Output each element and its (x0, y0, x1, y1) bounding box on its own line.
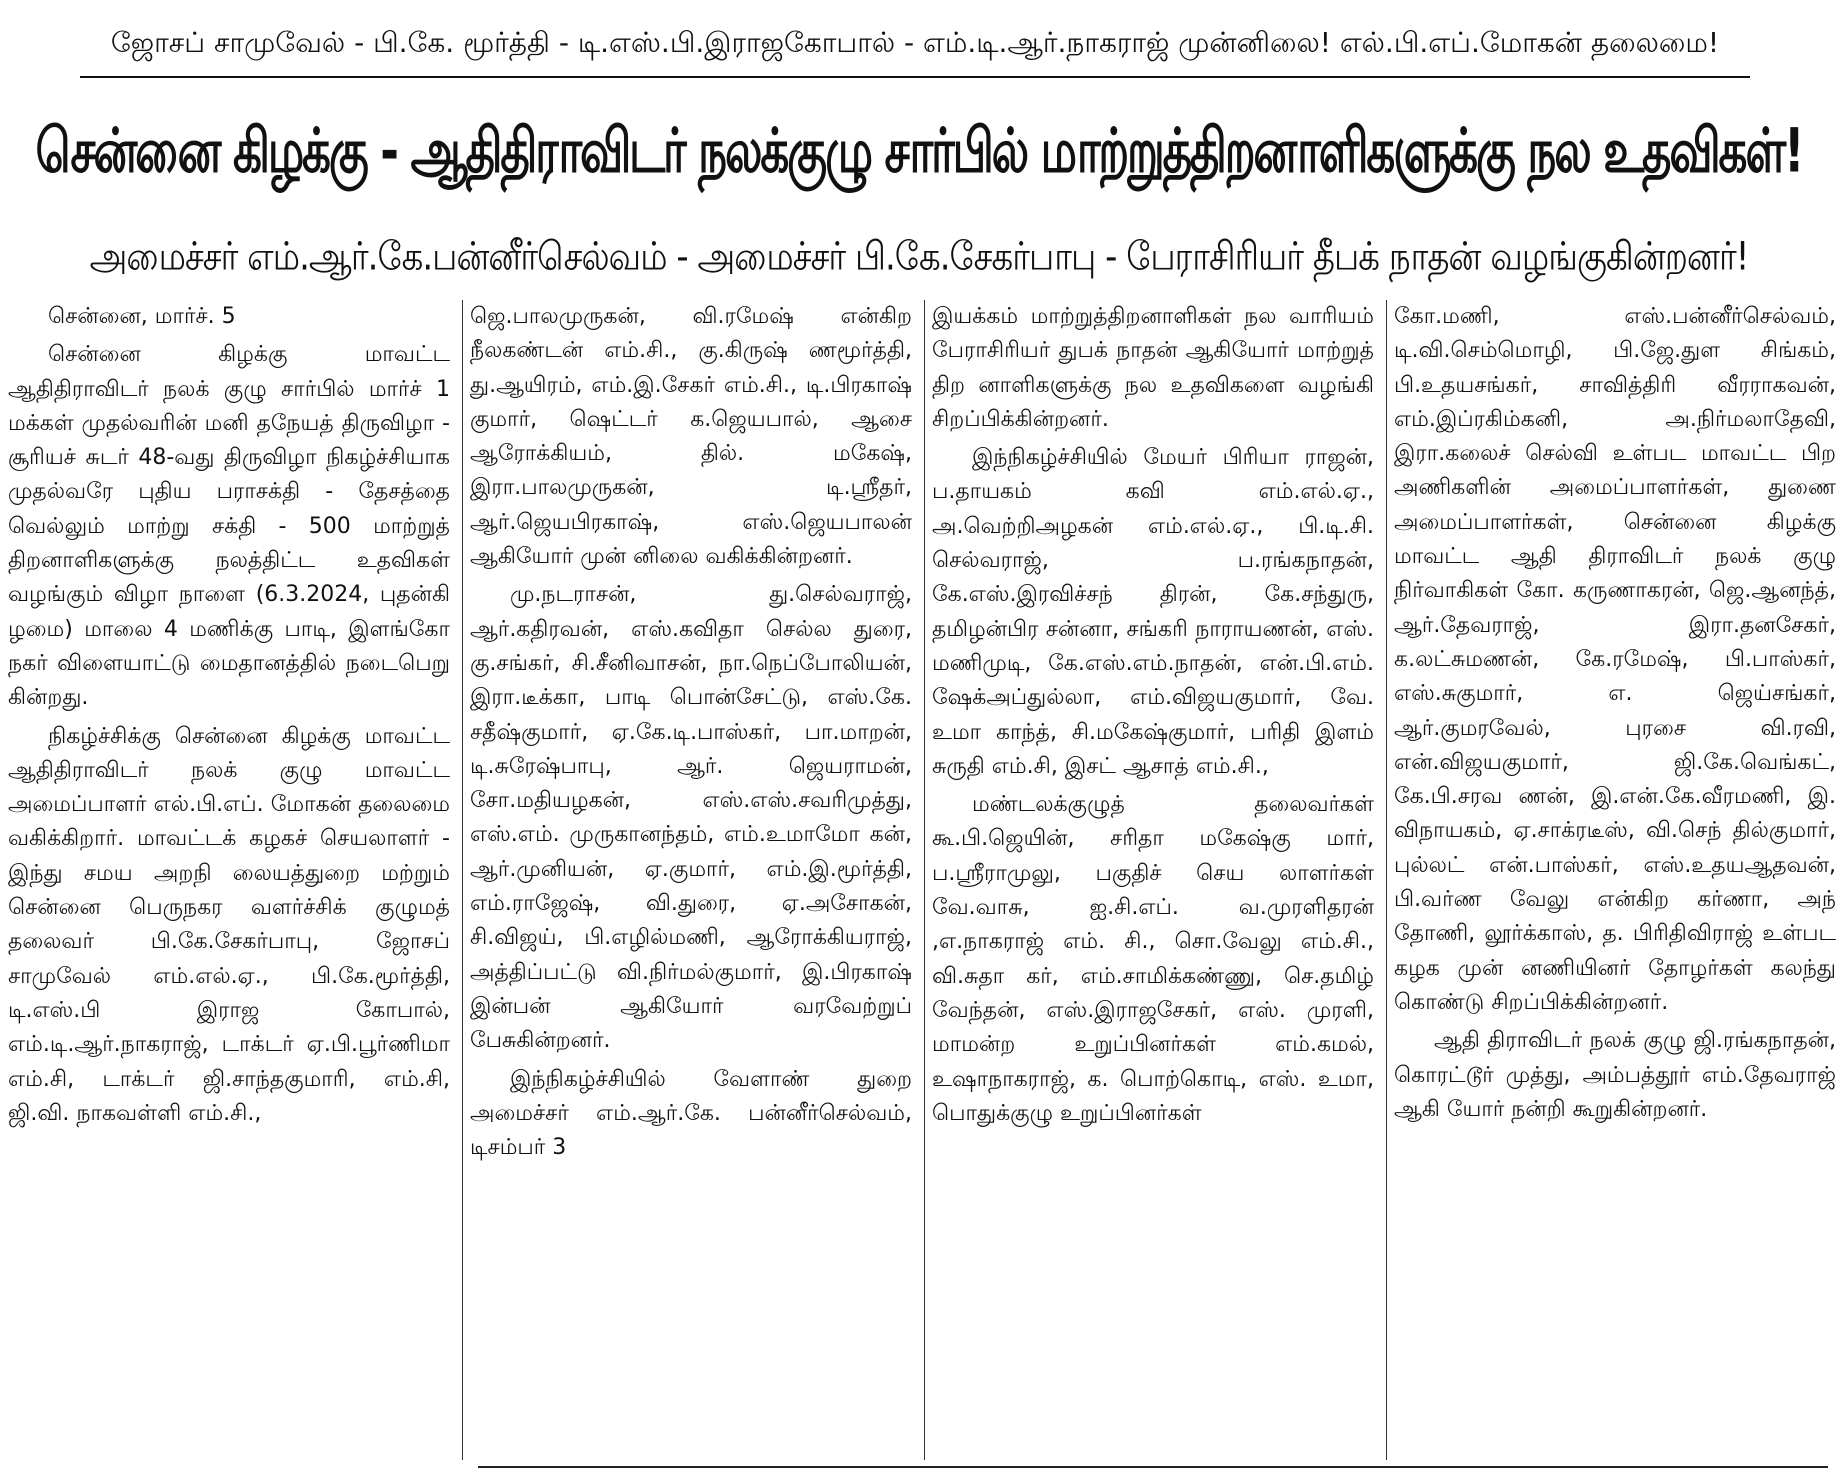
dateline: சென்னை, மார்ச். 5 (48, 304, 236, 329)
article-column-1 (8, 300, 450, 1445)
paragraph: நிகழ்ச்சிக்கு சென்னை கிழக்கு மாவட்ட ஆதிதிராவிடர் நலக் குழு மாவட்ட அமைப்பாளர் எல்.பி.எப். மோகன் தலைமை வகிக்கிறார். மாவட்டக் கழகச் செயலாளர் - இந்து சமய அறநி லையத்துறை மற்றும் சென்னை பெருநகர வளர்ச்சிக் குழுமத் தலைவர் பி.கே.சேகர்பாபு, ஜோசப் சாமுவேல் எம்.எல்.ஏ., பி.கே.மூர்த்தி, டி.எஸ்.பி இராஜ கோபால், எம்.டி.ஆர்.நாகராஜ், டாக்டர் ஏ.பி.பூர்ணிமா எம்.சி, டாக்டர் ஜி.சாந்தகுமாரி, எம்.சி, ஜி.வி. நாகவள்ளி எம்.சி., (8, 723, 450, 1126)
paragraph: இந்நிகழ்ச்சியில் மேயர் பிரியா ராஜன், ப.தாயகம் கவி எம்.எல்.ஏ., அ.வெற்றிஅழகன் எம்.எல்.ஏ., பி.டி.சி. செல்வராஜ், ப.ரங்கநாதன், கே.எஸ்.இரவிச்சந் திரன், கே.சந்துரு, தமிழன்பிர சன்னா, சங்கரி நாராயணன், எஸ். மணிமுடி, கே.எஸ்.எம்.நாதன், என்.பி.எம். ஷேக்அப்துல்லா, எம்.விஜயகுமார், வே. உமா காந்த், சி.மகேஷ்குமார், பரிதி இளம் சுருதி எம்.சி, இசட் ஆசாத் எம்.சி., (932, 445, 1374, 779)
bottom-rule (478, 1466, 1828, 1468)
article-body (8, 300, 1836, 1445)
kicker-line: ஜோசப் சாமுவேல் - பி.கே. மூர்த்தி - டி.எஸ்.பி.இராஜகோபால் - எம்.டி.ஆர்.நாகராஜ் முன்னிலை! எல்.பி.எப்.மோகன் தலைமை! (110, 26, 1720, 59)
paragraph: கோ.மணி, எஸ்.பன்னீர்செல்வம், டி.வி.செம்மொழி, பி.ஜே.துள சிங்கம், பி.உதயசங்கர், சாவித்திரி வீரராகவன், எம்.இப்ரகிம்கனி, அ.நிர்மலாதேவி, இரா.கலைச் செல்வி உள்பட மாவட்ட பிற அணிகளின் அமைப்பாளர்கள், துணை அமைப்பாளர்கள், சென்னை கிழக்கு மாவட்ட ஆதி திராவிடர் நலக் குழு நிர்வாகிகள் கோ. கருணாகரன், ஜெ.ஆனந்த், ஆர்.தேவராஜ், இரா.தனசேகர், க.லட்சுமணன், கே.ரமேஷ், பி.பாஸ்கர், எஸ்.சுகுமார், எ. ஜெய்சங்கர், ஆர்.குமரவேல், புரசை வி.ரவி, என்.விஜயகுமார், ஜி.கே.வெங்கட், கே.பி.சரவ ணன், இ.என்.கே.வீரமணி, இ. விநாயகம், ஏ.சாக்ரடீஸ், வி.செந் தில்குமார், புல்லட் என்.பாஸ்கர், எஸ்.உதயஆதவன், பி.வர்ண வேலு என்கிற கர்ணா, அந் தோணி, லூர்க்காஸ், த. பிரிதிவிராஜ் உள்பட கழக முன் னணியினர் தோழர்கள் கலந்து கொண்டு சிறப்பிக்கின்றனர். (1394, 304, 1836, 1015)
article-column-2 (470, 300, 912, 1445)
subheadline: அமைச்சர் எம்.ஆர்.கே.பன்னீர்செல்வம் - அமைச்சர் பி.கே.சேகர்பாபு - பேராசிரியர் தீபக் நாதன் வழங்குகின்றனர்! (89, 234, 1749, 280)
paragraph: ஆதி திராவிடர் நலக் குழு ஜி.ரங்கநாதன், கொரட்டூர் முத்து, அம்பத்தூர் எம்.தேவராஜ் ஆகி யோர் நன்றி கூறுகின்றனர். (1394, 1028, 1836, 1122)
kicker-underline (80, 76, 1750, 78)
paragraph: சென்னை கிழக்கு மாவட்ட ஆதிதிராவிடர் நலக் குழு சார்பில் மார்ச் 1 மக்கள் முதல்வரின் மனி தநேயத் திருவிழா - சூரியச் சுடர் 48-வது திருவிழா நிகழ்ச்சியாக முதல்வரே புதிய பராசக்தி - தேசத்தை வெல்லும் மாற்று சக்தி - 500 மாற்றுத் திறனாளிகளுக்கு நலத்திட்ட உதவிகள் வழங்கும் விழா நாளை (6.3.2024, புதன்கி ழமை) மாலை 4 மணிக்கு பாடி, இளங்கோ நகர் விளையாட்டு மைதானத்தில் நடைபெறு கின்றது. (8, 342, 450, 711)
paragraph: இந்நிகழ்ச்சியில் வேளாண் துறை அமைச்சர் எம்.ஆர்.கே. பன்னீர்செல்வம், டிசம்பர் 3 (470, 1066, 912, 1161)
paragraph: ஜெ.பாலமுருகன், வி.ரமேஷ் என்கிற நீலகண்டன் எம்.சி., கு.கிருஷ் ணமூர்த்தி, து.ஆயிரம், எம்.இ.சேகர் எம்.சி., டி.பிரகாஷ் குமார், ஷெட்டர் க.ஜெயபால், ஆசை ஆரோக்கியம், தில். மகேஷ், இரா.பாலமுருகன், டி.ஸ்ரீதர், ஆர்.ஜெயபிரகாஷ், எஸ்.ஜெயபாலன் ஆகியோர் முன் னிலை வகிக்கின்றனர். (470, 304, 912, 570)
article-column-3 (932, 300, 1374, 1445)
headline: சென்னை கிழக்கு - ஆதிதிராவிடர் நலக்குழு சார்பில் மாற்றுத்திறனாளிகளுக்கு நல உதவிகள்! (35, 114, 1803, 187)
paragraph: மு.நடராசன், து.செல்வராஜ், ஆர்.கதிரவன், எஸ்.கவிதா செல்ல துரை, கு.சங்கர், சி.சீனிவாசன், நா.நெப்போலியன், இரா.டீக்கா, பாடி பொன்சேட்டு, எஸ்.கே. சதீஷ்குமார், ஏ.கே.டி.பாஸ்கர், பா.மாறன், டி.சுரேஷ்பாபு, ஆர். ஜெயராமன், சோ.மதியழகன், எஸ்.எஸ்.சவரிமுத்து, எஸ்.எம். முருகானந்தம், எம்.உமாமோ கன், ஆர்.முனியன், ஏ.குமார், எம்.இ.மூர்த்தி, எம்.ராஜேஷ், வி.துரை, ஏ.அசோகன், சி.விஜய், பி.எழில்மணி, ஆரோக்கியராஜ், அத்திப்பட்டு வி.நிர்மல்குமார், இ.பிரகாஷ் இன்பன் ஆகியோர் வரவேற்றுப் பேசுகின்றனர். (470, 582, 912, 1054)
paragraph: இயக்கம் மாற்றுத்திறனாளிகள் நல வாரியம் பேராசிரியர் துபக் நாதன் ஆகியோர் மாற்றுத் திற னாளிகளுக்கு நல உதவிகளை வழங்கி சிறப்பிக்கின்றனர். (932, 304, 1374, 432)
paragraph: மண்டலக்குழுத் தலைவர்கள் கூ.பி.ஜெயின், சரிதா மகேஷ்கு மார், ப.ஸ்ரீராமுலு, பகுதிச் செய லாளர்கள் வே.வாசு, ஐ.சி.எப். வ.முரளிதரன் ,எ.நாகராஜ் எம். சி., சொ.வேலு எம்.சி., வி.சுதா கர், எம்.சாமிக்கண்ணு, செ.தமிழ் வேந்தன், எஸ்.இராஜசேகர், எஸ். முரளி, மாமன்ற உறுப்பினர்கள் எம்.கமல், உஷாநாகராஜ், க. பொற்கொடி, எஸ். உமா, பொதுக்குழு உறுப்பினர்கள் (932, 792, 1374, 1126)
article-column-4 (1394, 300, 1836, 1445)
